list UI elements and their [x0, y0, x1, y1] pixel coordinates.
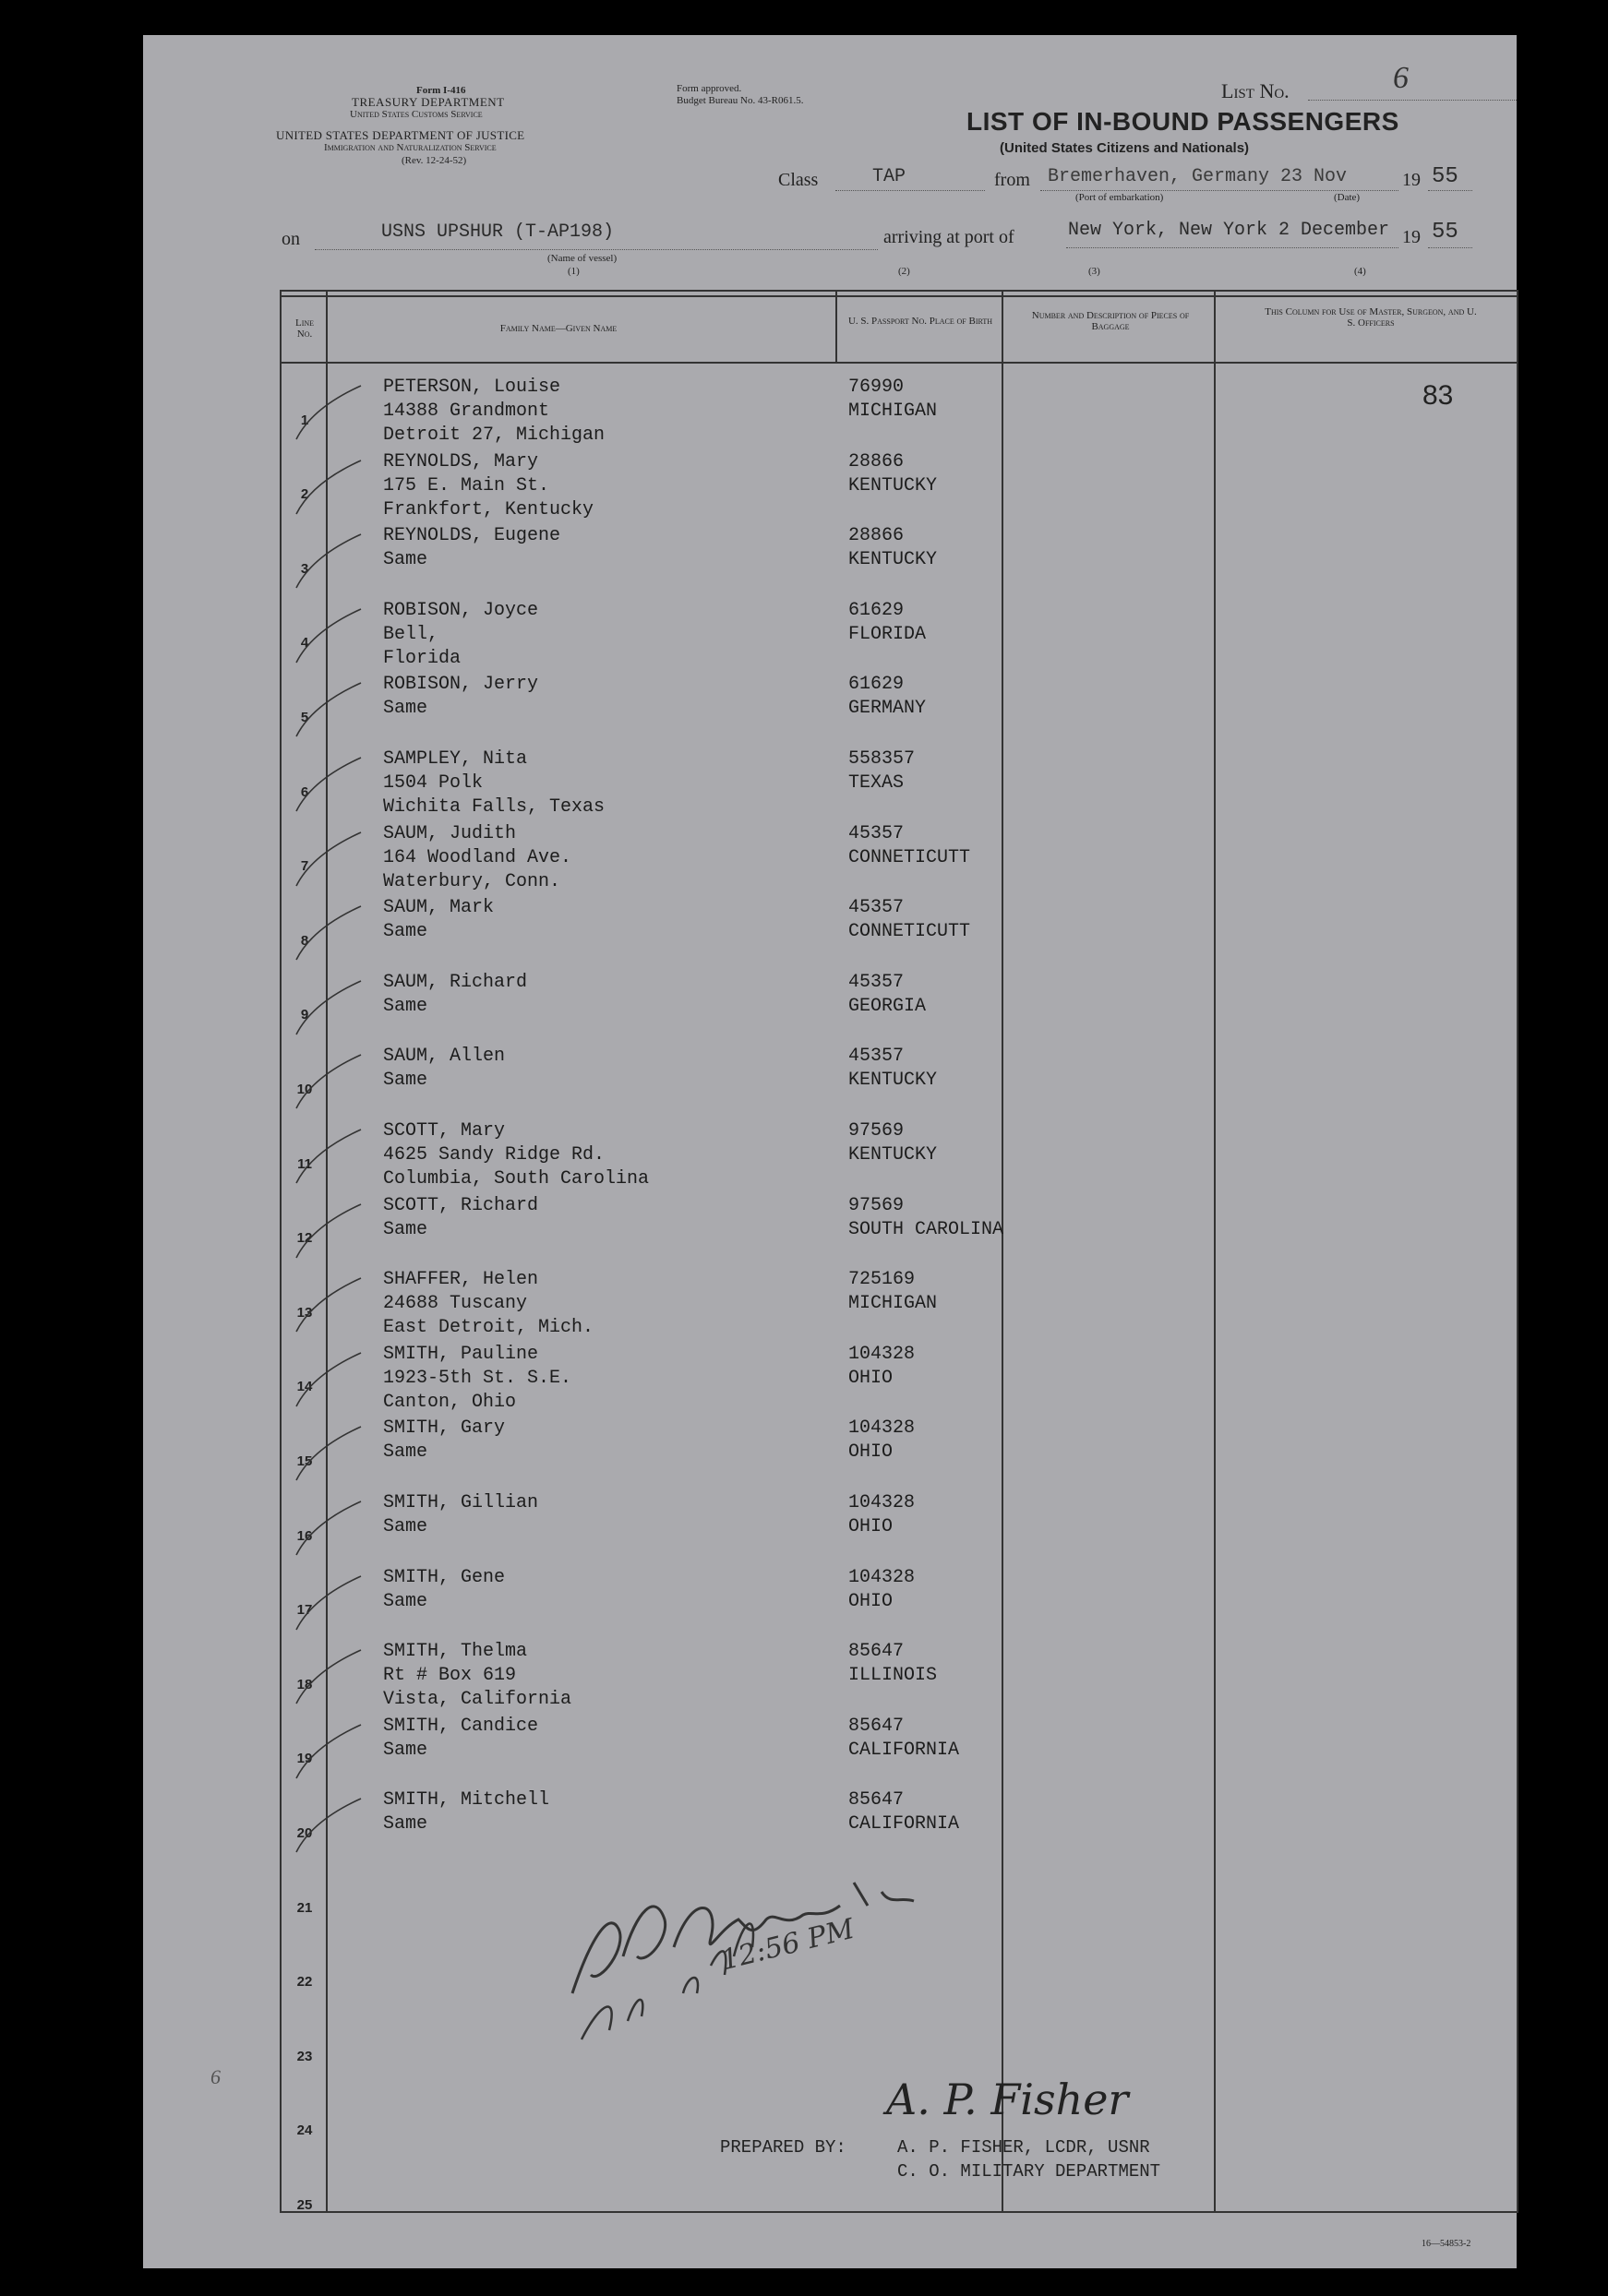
place-of-birth: GEORGIA: [848, 995, 927, 1017]
passport-number: 85647: [848, 1715, 905, 1737]
passport-number: 97569: [848, 1194, 905, 1216]
stamp-time: 12:56 PM: [717, 1912, 858, 1978]
tick-mark-icon: [287, 1797, 370, 1861]
header-passport: U. S. Passport No. Place of Birth: [847, 316, 993, 327]
passenger-address-line2: Waterbury, Conn.: [383, 870, 561, 892]
passport-number: 45357: [848, 897, 905, 919]
passenger-address-line1: Same: [383, 1441, 428, 1464]
tick-mark-icon: [287, 384, 370, 448]
passenger-address-line2: Canton, Ohio: [383, 1391, 517, 1413]
place-of-birth: TEXAS: [848, 772, 905, 794]
arriving-label: arriving at port of: [883, 227, 1014, 247]
class-value: TAP: [872, 166, 906, 187]
passenger-name: SAUM, Richard: [383, 971, 528, 993]
line-number: 19: [296, 1751, 313, 1767]
passenger-name: REYNOLDS, Eugene: [383, 525, 561, 547]
passport-number: 558357: [848, 748, 916, 770]
passport-number: 85647: [848, 1641, 905, 1663]
header-name: Family Name—Given Name: [499, 323, 618, 334]
line-number: 8: [300, 932, 309, 949]
place-of-birth: KENTUCKY: [848, 549, 938, 571]
place-of-birth: MICHIGAN: [848, 401, 938, 422]
line-number: 15: [296, 1453, 313, 1469]
place-of-birth: MICHIGAN: [848, 1293, 938, 1315]
officer-note: 83: [1422, 380, 1454, 411]
year-prefix-2: 19: [1402, 227, 1421, 247]
class-label: Class: [778, 170, 819, 190]
tick-mark-icon: [287, 1723, 370, 1788]
col-rule-2: [835, 292, 837, 362]
passport-number: 45357: [848, 1046, 905, 1068]
passenger-address-line1: Same: [383, 1218, 428, 1240]
year-line-1: [1428, 190, 1472, 191]
passenger-name: REYNOLDS, Mary: [383, 450, 539, 472]
passenger-address-line2: Columbia, South Carolina: [383, 1168, 650, 1190]
passenger-address-line1: 14388 Grandmont: [383, 401, 550, 422]
passenger-name: SMITH, Gary: [383, 1417, 506, 1440]
passport-number: 28866: [848, 525, 905, 547]
passenger-name: ROBISON, Joyce: [383, 599, 539, 621]
passenger-address-line1: Same: [383, 995, 428, 1017]
col-mark-1: (1): [568, 266, 580, 277]
place-of-birth: FLORIDA: [848, 623, 927, 645]
passenger-name: SMITH, Pauline: [383, 1343, 539, 1365]
passenger-address-line1: 164 Woodland Ave.: [383, 846, 572, 868]
passenger-address-line1: 175 E. Main St.: [383, 474, 550, 496]
place-of-birth: KENTUCKY: [848, 1144, 938, 1166]
tick-mark-icon: [287, 681, 370, 746]
header-baggage: Number and Description of Pieces of Baggage: [1031, 310, 1190, 332]
budget-bureau: Budget Bureau No. 43-R061.5.: [677, 95, 804, 106]
vessel-caption: (Name of vessel): [547, 253, 618, 264]
customs-service: United States Customs Service: [350, 109, 483, 120]
passport-number: 725169: [848, 1269, 916, 1291]
place-of-birth: KENTUCKY: [848, 474, 938, 496]
passenger-address-line1: Same: [383, 921, 428, 943]
passenger-address-line2: Florida: [383, 647, 462, 669]
place-of-birth: CONNETICUTT: [848, 921, 971, 943]
date-caption: (Date): [1334, 192, 1361, 203]
line-number: 13: [296, 1304, 313, 1321]
passenger-name: SHAFFER, Helen: [383, 1269, 539, 1291]
tick-mark-icon: [287, 904, 370, 969]
col-mark-4: (4): [1354, 266, 1366, 277]
prepared-by-label: PREPARED BY:: [720, 2137, 846, 2158]
year-line-2: [1428, 247, 1472, 248]
passenger-address-line1: Same: [383, 1070, 428, 1092]
col-mark-3: (3): [1088, 266, 1100, 277]
line-number: 12: [296, 1230, 313, 1247]
passport-number: 104328: [848, 1492, 916, 1513]
header-line-no: Line No.: [294, 317, 315, 340]
place-of-birth: GERMANY: [848, 698, 927, 720]
passenger-address-line1: Same: [383, 549, 428, 571]
tick-mark-icon: [287, 1425, 370, 1489]
passenger-name: SCOTT, Richard: [383, 1194, 539, 1216]
passenger-name: ROBISON, Jerry: [383, 674, 539, 696]
passport-number: 45357: [848, 971, 905, 993]
line-number: 10: [296, 1082, 313, 1097]
passport-number: 104328: [848, 1343, 916, 1365]
passenger-name: SMITH, Candice: [383, 1715, 539, 1737]
line-number: 24: [296, 2123, 313, 2139]
passenger-name: SAUM, Allen: [383, 1046, 506, 1068]
margin-mark: 6: [210, 2065, 221, 2088]
passport-number: 45357: [848, 822, 905, 844]
arrival-line: [1066, 247, 1398, 248]
passenger-address-line2: Wichita Falls, Texas: [383, 796, 606, 818]
tick-mark-icon: [287, 1574, 370, 1639]
passport-number: 104328: [848, 1566, 916, 1588]
passenger-name: PETERSON, Louise: [383, 377, 561, 398]
line-number: 20: [296, 1825, 313, 1841]
passenger-name: SMITH, Thelma: [383, 1641, 528, 1663]
page-subtitle: (United States Citizens and Nationals): [1000, 140, 1250, 156]
place-of-birth: CALIFORNIA: [848, 1813, 960, 1836]
place-of-birth: OHIO: [848, 1516, 894, 1537]
passenger-address-line1: 4625 Sandy Ridge Rd.: [383, 1144, 606, 1166]
list-no-label: List No.: [1221, 79, 1290, 102]
line-number: 2: [300, 486, 309, 503]
vessel-line: [315, 249, 878, 250]
form-approved: Form approved.: [677, 83, 742, 94]
page-title: LIST OF IN-BOUND PASSENGERS: [966, 107, 1399, 136]
line-number: 16: [296, 1527, 313, 1544]
preparer-line2: C. O. MILITARY DEPARTMENT: [897, 2161, 1161, 2182]
passport-number: 28866: [848, 450, 905, 472]
on-label: on: [282, 229, 300, 249]
passenger-name: SAUM, Judith: [383, 822, 517, 844]
line-number: 4: [300, 635, 309, 652]
form-number: Form I-416: [416, 85, 466, 96]
line-number: 18: [296, 1676, 313, 1692]
line-number: 6: [300, 783, 309, 800]
passenger-address-line1: Same: [383, 1813, 428, 1836]
list-no-line: [1308, 100, 1517, 101]
line-number: 7: [300, 858, 309, 875]
passport-number: 104328: [848, 1417, 916, 1440]
line-number: 17: [296, 1602, 313, 1619]
tick-mark-icon: [287, 1648, 370, 1713]
class-line: [835, 190, 985, 191]
passport-number: 61629: [848, 599, 905, 621]
tick-mark-icon: [287, 607, 370, 672]
col-mark-2: (2): [898, 266, 910, 277]
passenger-address-line1: Same: [383, 1516, 428, 1537]
passenger-address-line1: Same: [383, 1739, 428, 1761]
tick-mark-icon: [287, 1128, 370, 1192]
passenger-name: SMITH, Gillian: [383, 1492, 539, 1513]
passenger-name: SAUM, Mark: [383, 897, 495, 919]
tick-mark-icon: [287, 1202, 370, 1267]
tick-mark-icon: [287, 1276, 370, 1341]
passenger-address-line1: Same: [383, 698, 428, 720]
header-rule: [282, 362, 1517, 364]
page-code: 16—54853-2: [1422, 2239, 1471, 2249]
list-no-value: 6: [1393, 61, 1409, 95]
passport-number: 85647: [848, 1789, 905, 1812]
vessel-value: USNS UPSHUR (T-AP198): [381, 221, 615, 243]
immigration-service: Immigration and Naturalization Service: [324, 142, 497, 153]
justice-dept: UNITED STATES DEPARTMENT OF JUSTICE: [276, 128, 525, 142]
tick-mark-icon: [287, 1500, 370, 1564]
place-of-birth: CONNETICUTT: [848, 846, 971, 868]
line-number: 1: [300, 412, 309, 428]
passenger-address-line1: Same: [383, 1590, 428, 1612]
place-of-birth: SOUTH CAROLINA: [848, 1218, 1004, 1240]
arrival-value: New York, New York 2 December: [1068, 220, 1390, 241]
tick-mark-icon: [287, 532, 370, 597]
passenger-name: SMITH, Gene: [383, 1566, 506, 1588]
passenger-address-line2: Frankfort, Kentucky: [383, 498, 594, 520]
year-value-1: 55: [1432, 164, 1458, 189]
col-rule-3: [1002, 292, 1003, 2211]
passport-number: 76990: [848, 377, 905, 398]
col-rule-4: [1214, 292, 1216, 2211]
tick-mark-icon: [287, 459, 370, 523]
line-number: 22: [296, 1974, 313, 1991]
place-of-birth: OHIO: [848, 1441, 894, 1464]
place-of-birth: CALIFORNIA: [848, 1739, 960, 1761]
place-of-birth: OHIO: [848, 1590, 894, 1612]
passenger-address-line1: Bell,: [383, 623, 439, 645]
treasury-dept: TREASURY DEPARTMENT: [352, 95, 505, 109]
passenger-address-line2: East Detroit, Mich.: [383, 1317, 594, 1339]
line-number: 14: [296, 1379, 313, 1395]
passenger-name: SAMPLEY, Nita: [383, 748, 528, 770]
port-embark-caption: (Port of embarkation): [1075, 192, 1164, 203]
passenger-address-line1: 1504 Polk: [383, 772, 484, 794]
place-of-birth: OHIO: [848, 1367, 894, 1389]
year-value-2: 55: [1432, 220, 1458, 245]
place-of-birth: KENTUCKY: [848, 1070, 938, 1092]
line-number: 25: [296, 2197, 313, 2213]
passport-number: 97569: [848, 1120, 905, 1142]
line-number: 5: [300, 710, 309, 725]
preparer-signature: A. P. Fisher: [886, 2075, 1129, 2124]
tick-mark-icon: [287, 1351, 370, 1416]
from-line: [1040, 190, 1398, 191]
from-label: from: [994, 170, 1030, 190]
tick-mark-icon: [287, 1053, 370, 1118]
line-number: 3: [300, 560, 309, 577]
tick-mark-icon: [287, 756, 370, 820]
header-officers: This Column for Use of Master, Surgeon, and U. S. Officers: [1265, 306, 1477, 329]
passenger-address-line2: Vista, California: [383, 1689, 572, 1711]
tick-mark-icon: [287, 979, 370, 1044]
passenger-name: SCOTT, Mary: [383, 1120, 506, 1142]
line-number: 11: [297, 1155, 312, 1172]
preparer-line1: A. P. FISHER, LCDR, USNR: [897, 2137, 1150, 2158]
passenger-name: SMITH, Mitchell: [383, 1789, 550, 1812]
tick-mark-icon: [287, 831, 370, 895]
line-number: 9: [300, 1007, 309, 1023]
from-value: Bremerhaven, Germany 23 Nov: [1048, 166, 1348, 187]
revision-date: (Rev. 12-24-52): [402, 155, 467, 166]
table-top-rule: [282, 295, 1517, 297]
passenger-address-line1: 24688 Tuscany: [383, 1293, 528, 1315]
line-number: 21: [296, 1899, 313, 1916]
passport-number: 61629: [848, 674, 905, 696]
place-of-birth: ILLINOIS: [848, 1665, 938, 1687]
passenger-address-line1: 1923-5th St. S.E.: [383, 1367, 572, 1389]
passenger-address-line2: Detroit 27, Michigan: [383, 425, 606, 446]
year-prefix-1: 19: [1402, 170, 1421, 190]
line-number: 23: [296, 2048, 313, 2064]
passenger-address-line1: Rt # Box 619: [383, 1665, 517, 1687]
